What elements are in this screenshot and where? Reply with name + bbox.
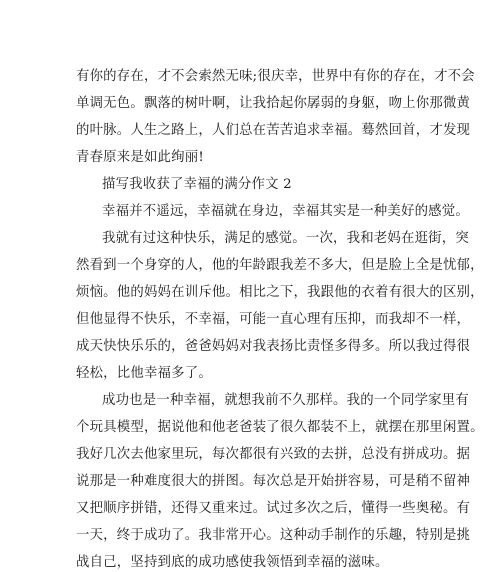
paragraph-2-line-5: 成天快快乐乐的，爸爸妈妈对我表扬比责怪多得多。所以我过得很 — [76, 339, 471, 354]
text-line-3: 的叶脉。人生之路上，人们总在苦苦追求幸福。蓦然回首，才发现 — [76, 123, 471, 138]
paragraph-3-line-4: 说那是一种难度很大的拼图。每次总是开始拼容易，可是稍不留神 — [76, 474, 471, 489]
paragraph-2-line-6: 轻松，比他幸福多了。 — [76, 366, 212, 381]
section-heading: 描写我收获了幸福的满分作文 2 — [102, 177, 292, 192]
paragraph-3-line-5: 又把顺序拼错，还得又重来过。试过多次之后，懂得一些奥秘。有 — [76, 501, 471, 516]
paragraph-3-line-7: 战自己，坚持到底的成功感使我领悟到幸福的滋味。 — [76, 555, 389, 570]
paragraph-3-line-1: 成功也是一种幸福，就想我前不久那样。我的一个同学家里有 — [102, 393, 469, 408]
text-line-2: 单调无色。飘落的树叶啊，让我拾起你孱弱的身躯，吻上你那微黄 — [76, 96, 471, 111]
paragraph-2-line-2: 然看到一个身穿的人，他的年龄跟我差不多大，但是脸上全是忧郁， — [76, 258, 484, 273]
paragraph-2-line-3: 烦恼。他的妈妈在训斥他。相比之下，我跟他的衣着有很大的区别， — [76, 285, 484, 300]
paragraph-2-line-1: 我就有过这种快乐，满足的感觉。一次，我和老妈在逛街，突 — [102, 231, 469, 246]
paragraph-2-line-4: 但他显得不快乐，不幸福，可能一直心理有压抑，而我却不一样， — [76, 312, 471, 327]
text-line-1: 有你的存在，才不会索然无味;很庆幸，世界中有你的存在，才不会 — [76, 69, 475, 84]
text-line-4: 青春原来是如此绚丽! — [76, 150, 204, 165]
paragraph-3-line-3: 我好几次去他家里玩，每次都很有兴致的去拼，总没有拼成功。据 — [76, 447, 471, 462]
paragraph-3-line-2: 个玩具模型，据说他和他老爸装了很久都装不上，就摆在那里闲置。 — [76, 420, 484, 435]
paragraph-1-line-1: 幸福并不遥远，幸福就在身边，幸福其实是一种美好的感觉。 — [102, 204, 469, 219]
paragraph-3-line-6: 一天，终于成功了。我非常开心。这种动手制作的乐趣，特别是挑 — [76, 528, 471, 543]
